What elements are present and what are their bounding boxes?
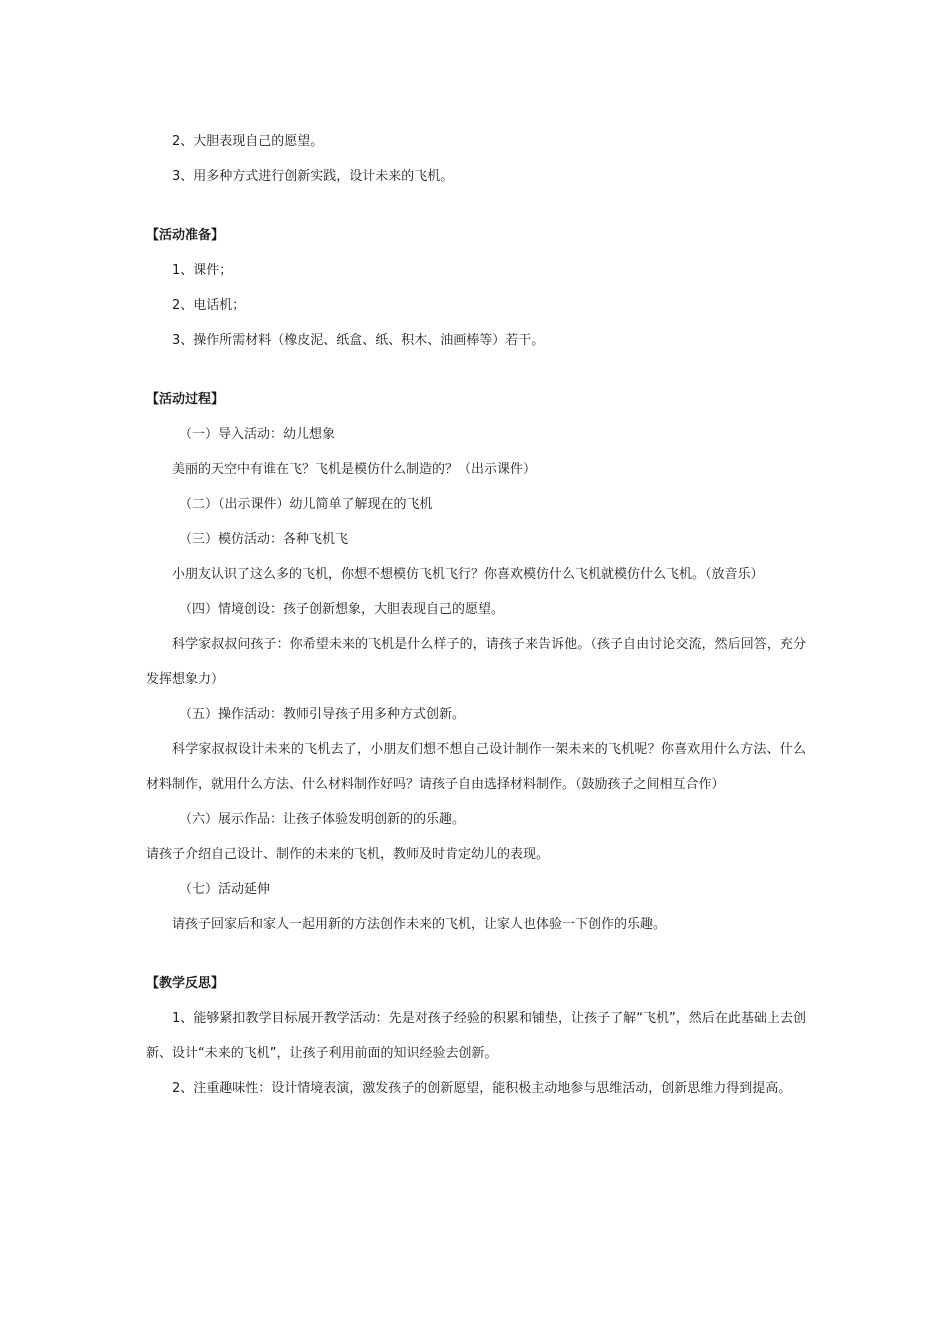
reflection-item-1: 1、能够紧扣教学目标展开教学活动：先是对孩子经验的积累和铺垫，让孩子了解“飞机”，然后在此基础上去创新、设计“未来的飞机”，让孩子利用前面的知识经验去创新。 <box>146 1011 806 1061</box>
document-body <box>146 124 806 1106</box>
process-step-1-text: 美丽的天空中有谁在飞？飞机是模仿什么制造的？（出示课件） <box>172 462 537 477</box>
reflection-item-2: 2、注重趣味性：设计情境表演，激发孩子的创新愿望，能积极主动地参与思维活动，创新思维力得到提高。 <box>172 1081 792 1096</box>
goal-item-3: 3、用多种方式进行创新实践，设计未来的飞机。 <box>172 169 454 184</box>
process-step-1-title: （一）导入活动：幼儿想象 <box>179 427 336 442</box>
section-heading-reflection: 【教学反思】 <box>146 976 225 991</box>
section-gap <box>146 942 806 966</box>
process-step-5-text: 科学家叔叔设计未来的飞机去了，小朋友们想不想自己设计制作一架未来的飞机呢？你喜欢用什么方法、什么材料制作，就用什么方法、什么材料制作好吗？请孩子自由选择材料制作。（鼓励孩子之间相互合作） <box>146 742 806 792</box>
goal-item-2: 2、大胆表现自己的愿望。 <box>172 134 324 149</box>
process-step-3-title: （三）模仿活动：各种飞机飞 <box>179 532 349 547</box>
section-gap <box>146 358 806 382</box>
preparation-item-3: 3、操作所需材料（橡皮泥、纸盒、纸、积木、油画棒等）若干。 <box>172 333 545 348</box>
section-heading-preparation: 【活动准备】 <box>146 228 225 243</box>
process-step-5-title: （五）操作活动：教师引导孩子用多种方式创新。 <box>179 707 466 722</box>
section-heading-process: 【活动过程】 <box>146 392 225 407</box>
process-step-6-text: 请孩子介绍自己设计、制作的未来的飞机，教师及时肯定幼儿的表现。 <box>146 847 550 862</box>
process-step-4-text: 科学家叔叔问孩子：你希望未来的飞机是什么样子的，请孩子来告诉他。（孩子自由讨论交流，然后回答，充分发挥想象力） <box>146 637 806 687</box>
preparation-item-2: 2、电话机； <box>172 298 246 313</box>
process-step-7-title: （七）活动延伸 <box>179 882 271 897</box>
process-step-2-title: （二）（出示课件）幼儿简单了解现在的飞机 <box>179 497 433 512</box>
process-step-3-text: 小朋友认识了这么多的飞机，你想不想模仿飞机飞行？你喜欢模仿什么飞机就模仿什么飞机。（放音乐） <box>172 567 764 582</box>
section-gap <box>146 194 806 218</box>
process-step-6-title: （六）展示作品：让孩子体验发明创新的的乐趣。 <box>179 812 466 827</box>
process-step-7-text: 请孩子回家后和家人一起用新的方法创作未来的飞机，让家人也体验一下创作的乐趣。 <box>172 917 667 932</box>
preparation-item-1: 1、课件； <box>172 263 233 278</box>
process-step-4-title: （四）情境创设：孩子创新想象，大胆表现自己的愿望。 <box>179 602 505 617</box>
